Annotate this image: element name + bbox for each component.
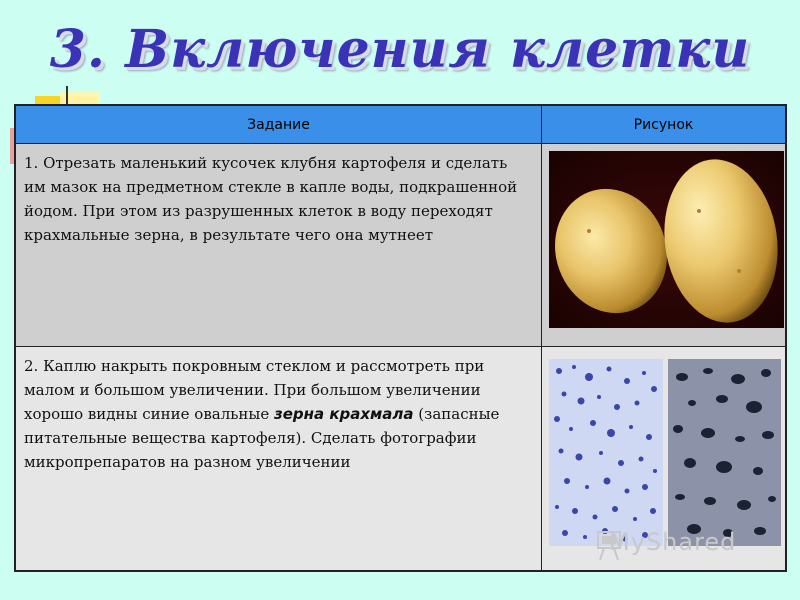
table-row — [16, 347, 786, 571]
task-text-part: 2. Каплю накрыть покровным стеклом и рассмотреть при малом и большом увеличении. При большом увеличении хорошо видны синие овальные — [24, 357, 485, 423]
task-table — [14, 104, 787, 572]
micrograph-high-magnification — [668, 359, 781, 546]
starch-grains-emphasis: зерна крахмала — [273, 405, 414, 423]
picture-cell — [542, 347, 786, 571]
task-text-part: (запасные питательные вещества картофеля). Сделать фотографии микропрепаратов на разном увеличении — [24, 405, 500, 471]
task-text-2 — [16, 347, 541, 474]
header-task: Задание — [16, 106, 542, 144]
task-cell — [16, 144, 542, 347]
potato-tubers-image — [549, 151, 784, 328]
task-text-1: 1. Отрезать маленький кусочек клубня картофеля и сделать им мазок на предметном стекле в капле воды, подкрашенной йодом. При этом из разрушенных клеток в воду переходят крахмальные зерна, в результате чего она мутнеет — [24, 154, 518, 244]
table-row — [16, 144, 786, 347]
slide-title: 3. Включения клетки — [49, 19, 751, 80]
watermark-text: MyShared — [609, 528, 737, 556]
header-picture: Рисунок — [542, 106, 786, 144]
table-header-row — [16, 106, 786, 144]
picture-cell — [542, 144, 786, 347]
micrograph-low-magnification — [549, 359, 663, 546]
task-cell — [16, 347, 542, 571]
